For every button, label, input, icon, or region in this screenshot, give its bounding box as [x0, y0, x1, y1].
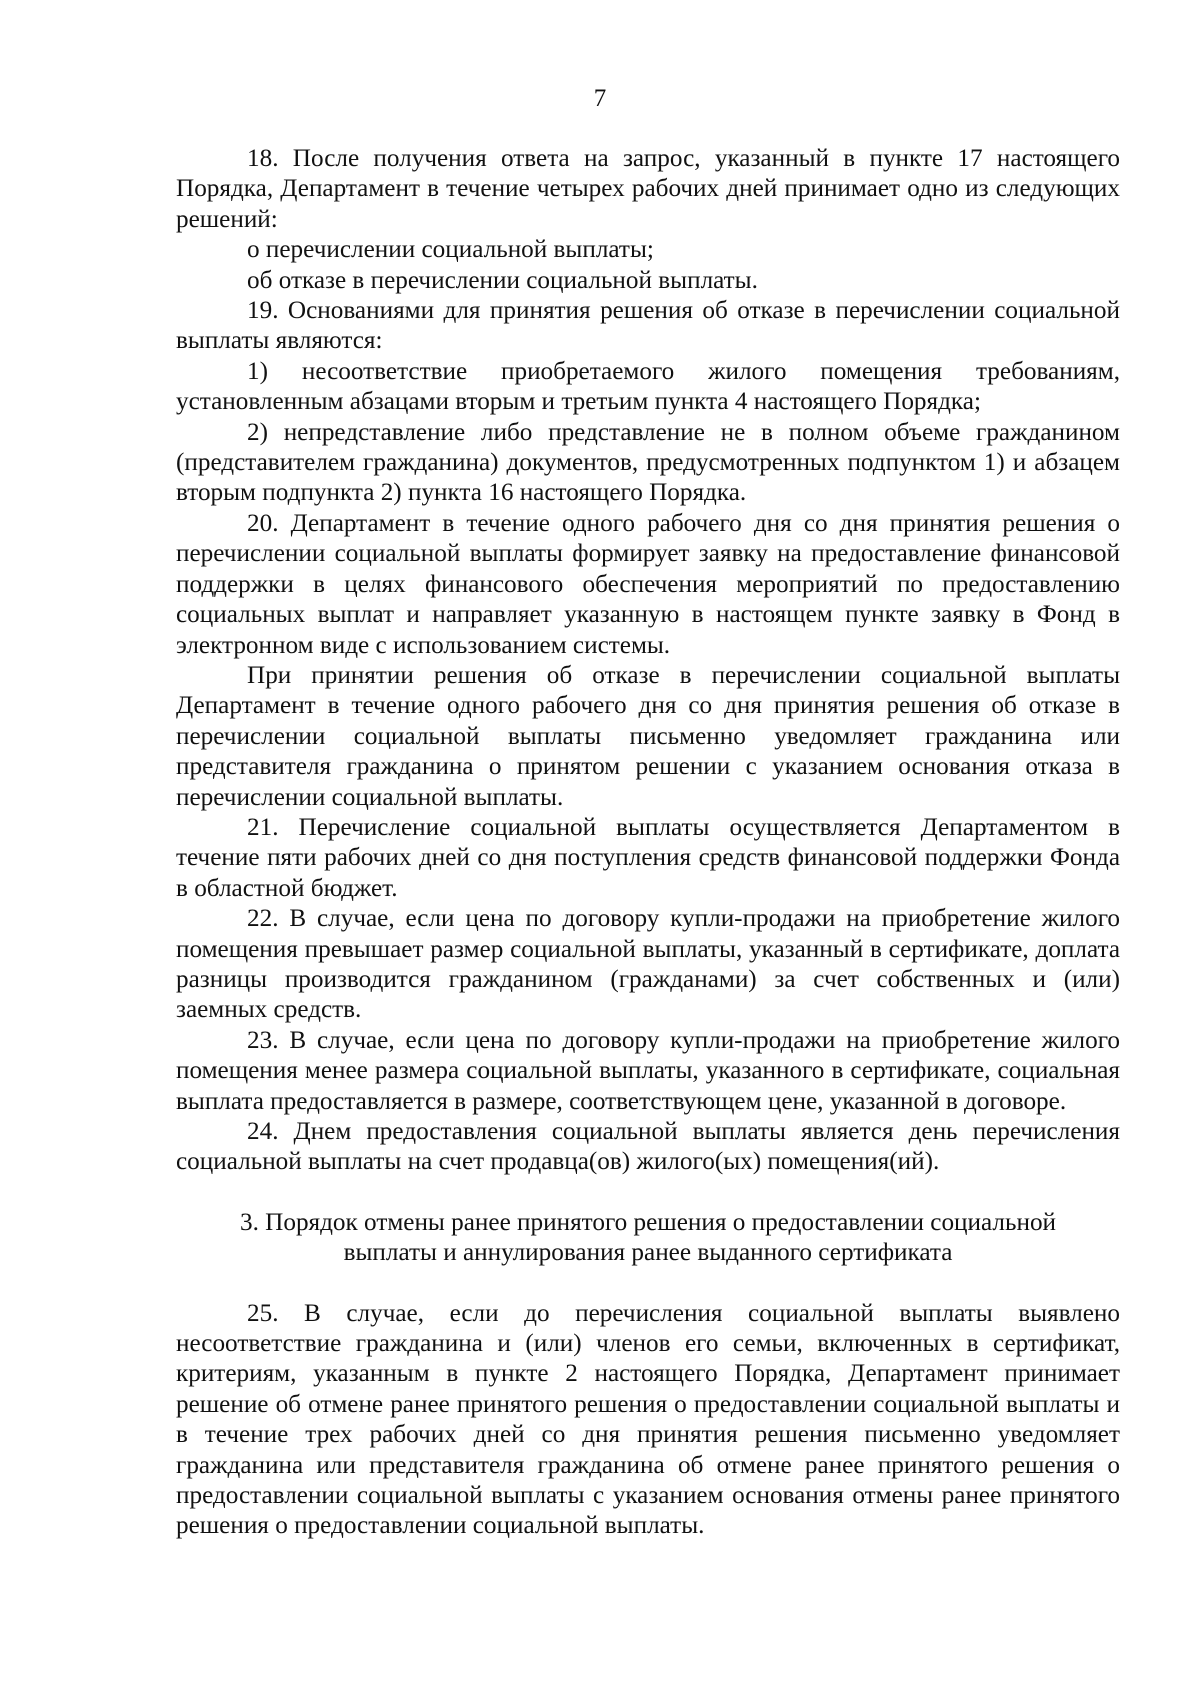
paragraph-20: 20. Департамент в течение одного рабочего дня со дня принятия решения о перечислении социальной выплаты формирует заявку на предоставление финансовой поддержки в целях финансового обеспечения мероприятий по предоставлению социальных выплат и направляет указанную в настоящем пункте заявку в Фонд в электронном виде с использованием системы.	[176, 509, 1120, 659]
paragraph-23: 23. В случае, если цена по договору купли-продажи на приобретение жилого помещения менее размера социальной выплаты, указанного в сертификате, социальная выплата предоставляется в размере, соответствующем цене, указанной в договоре.	[176, 1026, 1120, 1115]
paragraph-25: 25. В случае, если до перечисления социальной выплаты выявлено несоответствие гражданина и (или) членов его семьи, включенных в сертификат, критериям, указанным в пункте 2 настоящего Порядка, Департамент принимает решение об отмене ранее принятого решения о предоставлении социальной выплаты и в течение трех рабочих дней со дня принятия решения письменно уведомляет гражданина или представителя гражданина об отмене ранее принятого решения о предоставлении социальной выплаты с указанием основания отмены ранее принятого решения о предоставлении социальной выплаты.	[176, 1299, 1120, 1540]
paragraph-24: 24. Днем предоставления социальной выплаты является день перечисления социальной выплаты на счет продавца(ов) жилого(ых) помещения(ий).	[176, 1118, 1120, 1176]
paragraph-20-refusal: При принятии решения об отказе в перечислении социальной выплаты Департамент в течение одного рабочего дня со дня принятия решения об отказе в перечислении социальной выплаты письменно уведомляет гражданина или представителя гражданина о принятом решении с указанием основания отказа в перечислении социальной выплаты.	[176, 661, 1120, 811]
paragraph-21: 21. Перечисление социальной выплаты осуществляется Департаментом в течение пяти рабочих дней со дня поступления средств финансовой поддержки Фонда в областной бюджет.	[176, 813, 1120, 902]
paragraph-19-item-1: 1) несоответствие приобретаемого жилого помещения требованиям, установленным абзацами вторым и третьим пункта 4 настоящего Порядка;	[176, 357, 1120, 416]
section-heading	[176, 1208, 1120, 1269]
paragraph-18-option-transfer: о перечислении социальной выплаты;	[247, 236, 654, 264]
document-body	[176, 144, 1120, 1542]
paragraph-18-option-refusal: об отказе в перечислении социальной выплаты.	[247, 266, 758, 294]
page-number: 7	[593, 85, 607, 112]
paragraph-19: 19. Основаниями для принятия решения об отказе в перечислении социальной выплаты являются:	[176, 297, 1120, 355]
paragraph-18: 18. После получения ответа на запрос, указанный в пункте 17 настоящего Порядка, Департамент в течение четырех рабочих дней принимает одно из следующих решений:	[176, 145, 1120, 233]
section-heading-line-1: 3. Порядок отмены ранее принятого решения о предоставлении социальной	[239, 1208, 1057, 1236]
section-heading-line-2: выплаты и аннулирования ранее выданного сертификата	[343, 1239, 953, 1267]
paragraph-22: 22. В случае, если цена по договору купли-продажи на приобретение жилого помещения превышает размер социальной выплаты, указанный в сертификате, доплата разницы производится гражданином (гражданами) за счет собственных и (или) заемных средств.	[176, 905, 1120, 1024]
paragraph-19-item-2: 2) непредставление либо представление не в полном объеме гражданином (представителем гражданина) документов, предусмотренных подпунктом 1) и абзацем вторым подпункта 2) пункта 16 настоящего Порядка.	[176, 418, 1120, 507]
